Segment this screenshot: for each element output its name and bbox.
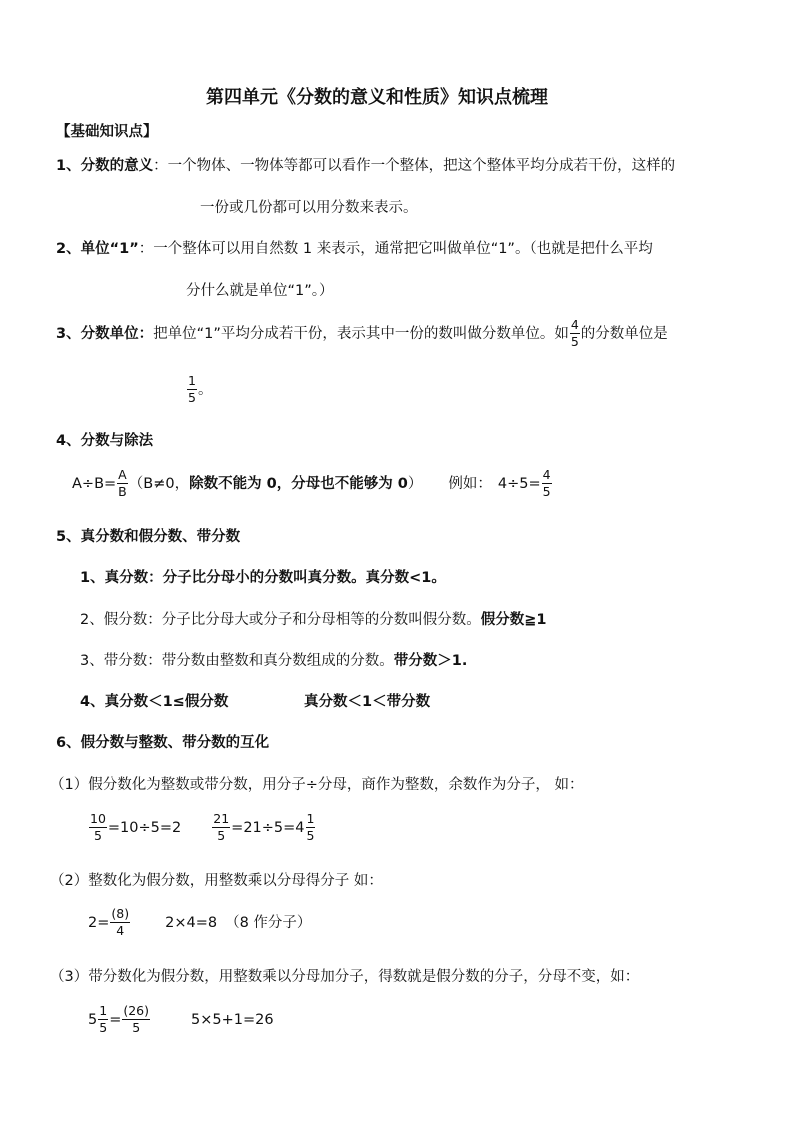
point-3-line-2	[186, 374, 212, 406]
point-3-period: 。	[197, 381, 213, 398]
sub-2-example	[88, 907, 311, 939]
item-3-text: 3、带分数：带分数由整数和真分数组成的分数。	[80, 653, 394, 669]
point-1-text: ：一个物体、一物体等都可以看作一个整体，把这个整体平均分成若干份，这样的	[153, 158, 676, 174]
point-2-line-2: 分什么就是单位“1”。）	[186, 283, 334, 299]
fraction-mixed-part: $\frac{1}{5}$	[99, 1003, 108, 1036]
point-4-heading: 4、分数与除法	[56, 433, 154, 449]
section-header: 【基础知识点】	[56, 124, 158, 140]
sub-2-example-left: 2=	[88, 914, 110, 931]
point-1-line-2: 一份或几份都可以用分数来表示。	[200, 200, 418, 216]
point-2-text: ：一个整体可以用自然数 1 来表示，通常把它叫做单位“1”。（也就是把什么平均	[138, 241, 653, 257]
division-formula-line	[72, 468, 553, 500]
fraction-one-fifth: $\frac{1}{5}$	[188, 373, 196, 406]
fraction-mixed-one-fifth: $\frac{1}{5}$	[306, 811, 315, 844]
example-label: 例如：	[448, 475, 492, 492]
point-1-line-1	[56, 159, 675, 174]
condition-open: （B≠0，	[128, 475, 190, 492]
point-3-line-1	[56, 318, 668, 350]
example-expression: 4÷5=	[497, 475, 541, 492]
fraction-a-over-b: $\frac{A}{B}$	[118, 467, 127, 500]
point-2-line-1	[56, 242, 653, 257]
point-5-item-4a: 4、真分数＜1≤假分数	[80, 694, 229, 710]
point-5-heading: 5、真分数和假分数、带分数	[56, 529, 241, 545]
point-5-item-2	[80, 613, 546, 628]
fraction-twentyone-fifths: $\frac{21}{5}$	[213, 811, 230, 844]
mixed-number-whole: 5	[88, 1011, 98, 1028]
item-2-bold: 假分数≧1	[480, 612, 547, 628]
sub-3-example	[88, 1004, 274, 1036]
fraction-eight-quarters: $\frac{(8)}{4}$	[111, 906, 130, 939]
item-3-bold: 带分数＞1.	[393, 653, 468, 669]
point-5-item-4b: 真分数＜1＜带分数	[304, 694, 431, 710]
fraction-twentysix-fifths: $\frac{(26)}{5}$	[123, 1003, 150, 1036]
point-1-label: 1、分数的意义	[56, 158, 154, 174]
point-2-label: 2、单位“1”	[56, 241, 139, 257]
point-6-heading: 6、假分数与整数、带分数的互化	[56, 735, 270, 751]
sub-1-example-1-rest: =10÷5=2	[107, 819, 182, 836]
point-6-sub-2: （2）整数化为假分数，用整数乘以分母得分子 如：	[50, 873, 383, 889]
page-title: 第四单元《分数的意义和性质》知识点梳理	[206, 87, 548, 108]
sub-1-example	[88, 812, 316, 844]
sub-1-example-2-rest: =21÷5=4	[231, 819, 305, 836]
point-5-item-1: 1、真分数：分子比分母小的分数叫真分数。真分数<1。	[80, 570, 446, 586]
fraction-four-fifths: $\frac{4}{5}$	[570, 317, 579, 350]
point-3-label: 3、分数单位：	[56, 325, 154, 342]
condition-close: ）	[407, 475, 423, 492]
point-6-sub-3: （3）带分数化为假分数，用整数乘以分母加分子，得数就是假分数的分子，分母不变，如：	[50, 969, 640, 985]
point-5-item-3	[80, 654, 467, 669]
formula-left: A÷B=	[72, 475, 117, 492]
sub-2-example-note: （8 作分子）	[225, 914, 312, 931]
point-6-sub-1: （1）假分数化为整数或带分数，用分子÷分母，商作为整数，余数作为分子， 如：	[50, 777, 584, 793]
condition-bold: 除数不能为 0，分母也不能够为 0	[189, 475, 408, 492]
sub-2-example-calc: 2×4=8	[165, 914, 218, 931]
fraction-four-fifths-example: $\frac{4}{5}$	[542, 467, 551, 500]
sub-3-example-calc: 5×5+1=26	[191, 1011, 274, 1028]
equals-sign: =	[109, 1011, 122, 1028]
item-2-text: 2、假分数：分子比分母大或分子和分母相等的分数叫假分数。	[80, 612, 481, 628]
point-3-text: 把单位“1”平均分成若干份，表示其中一份的数叫做分数单位。如	[153, 325, 569, 342]
point-3-text-end: 的分数单位是	[580, 325, 668, 342]
fraction-ten-fifths: $\frac{10}{5}$	[90, 811, 106, 844]
